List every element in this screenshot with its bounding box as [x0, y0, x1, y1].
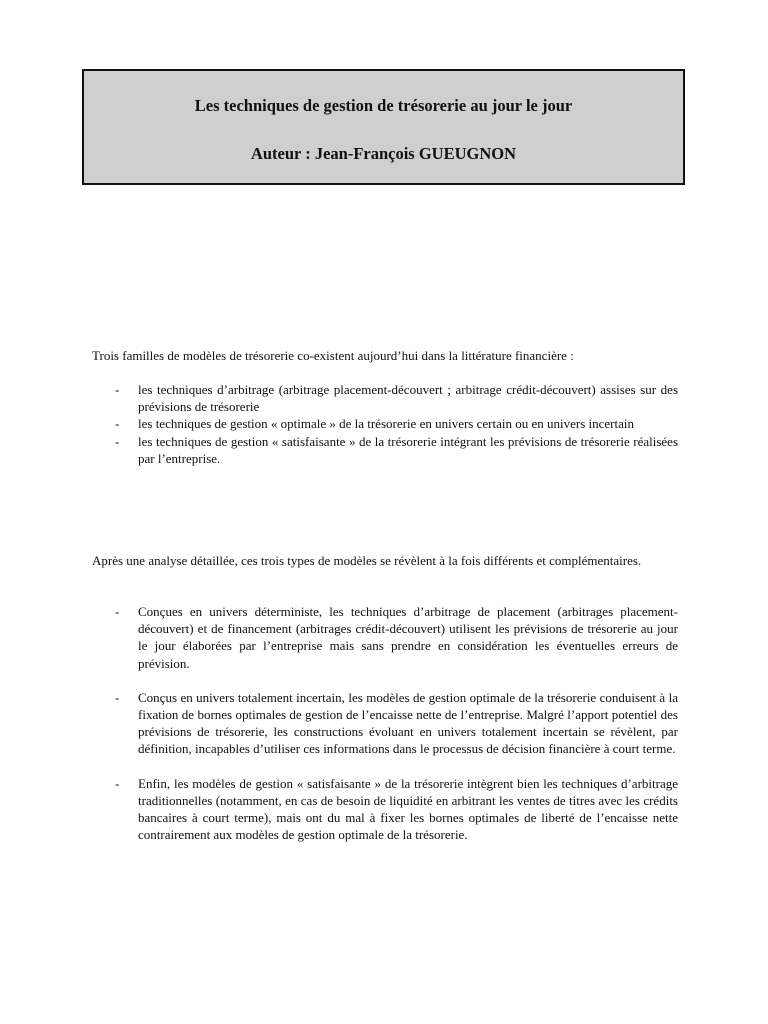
list-item-text: les techniques de gestion « optimale » de la trésorerie en univers certain ou en univers incertain	[138, 416, 634, 432]
title-box	[82, 69, 685, 185]
intro-paragraph: Trois familles de modèles de trésorerie co-existent aujourd’hui dans la littérature financière :	[92, 348, 574, 363]
list-item	[0, 433, 678, 467]
intro-list	[0, 381, 768, 467]
list-item-text: les techniques de gestion « satisfaisante » de la trésorerie intégrant les prévisions de trésorerie réalisées par l’entreprise.	[138, 433, 678, 466]
list-item-text: les techniques d’arbitrage (arbitrage placement-découvert ; arbitrage crédit-découvert) assises sur des prévisions de trésorerie	[138, 382, 678, 415]
list-item-text: Conçues en univers déterministe, les techniques d’arbitrage de placement (arbitrages placement-découvert) et de financement (arbitrages crédit-découvert) utilisent les prévisions de trésorerie au jour le jour élaborées par l’entreprise mais sans prendre en considération les éventuelles erreurs de prévision.	[138, 604, 678, 671]
list-item	[0, 689, 678, 758]
list-item-text: Conçus en univers totalement incertain, les modèles de gestion optimale de la trésorerie conduisent à la fixation de bornes optimales de gestion de l’encaisse nette de l’entreprise. Malgré l’apport potentiel des prévisions de trésorerie, les constructions évoluant en univers totalement incertain se révèlent, par définition, incapables d’utiliser ces informations dans le processus de décision financière à court terme.	[138, 689, 678, 757]
bullet-dash: -	[115, 604, 120, 619]
list-item-text: Enfin, les modèles de gestion « satisfaisante » de la trésorerie intègrent bien les techniques d’arbitrage traditionnelles (notamment, en cas de besoin de liquidité en arbitrant les ventes de titres avec les crédits bancaires à court terme), mais ont du mal à fixer les bornes optimales de liberté de l’encaisse nette contrairement aux modèles de gestion optimale de la trésorerie.	[138, 775, 678, 843]
document-author: Auteur : Jean-François GUEUGNON	[250, 144, 517, 163]
list-item	[0, 415, 678, 432]
bullet-dash: -	[115, 689, 120, 705]
analysis-list	[0, 603, 768, 860]
bullet-dash: -	[115, 775, 120, 791]
list-item	[0, 381, 678, 415]
bullet-dash: -	[115, 382, 120, 397]
bullet-dash: -	[115, 433, 120, 449]
list-item	[0, 603, 678, 672]
document-title: Les techniques de gestion de trésorerie au jour le jour	[194, 96, 573, 115]
analysis-paragraph: Après une analyse détaillée, ces trois types de modèles se révèlent à la fois différents et complémentaires.	[92, 553, 642, 568]
bullet-dash: -	[115, 416, 120, 432]
list-item	[0, 775, 678, 844]
